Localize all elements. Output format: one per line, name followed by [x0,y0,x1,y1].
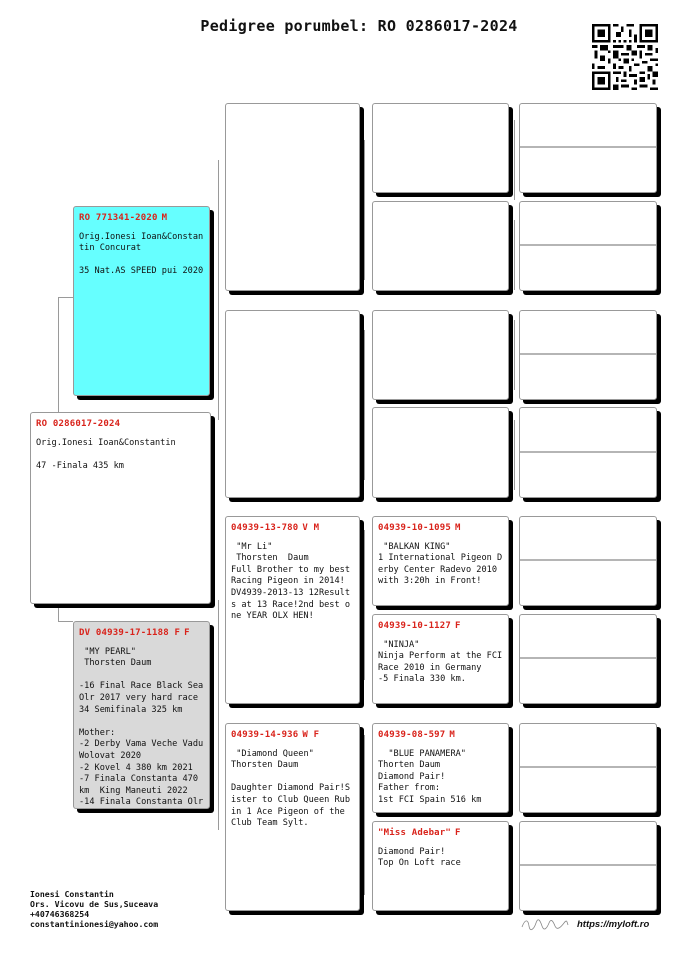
connector-line [364,330,365,480]
gen5-card[interactable] [519,201,657,291]
sd-dam-card[interactable] [372,407,509,498]
page-title: Pedigree porumbel: RO 0286017-2024 [200,17,518,35]
gen5-card[interactable] [519,407,657,498]
dam-card[interactable] [73,621,210,809]
dd-dam-card[interactable] [372,821,509,911]
dam-sire-notes: "Mr Li" Thorsten Daum Full Brother to my best Racing Pigeon in 2014! DV4939-2013-13 12Results at 13 Race!2nd best one YEAR OLX HEN! [231,541,350,622]
sire-notes: Orig.Ionesi Ioan&Constantin Concurat 35 Nat.AS SPEED pui 2020 [79,231,204,277]
gen5-card[interactable] [519,723,657,813]
gen5-card[interactable] [519,821,657,911]
dam-dam-card[interactable] [225,723,360,911]
sire-dam-card[interactable] [225,310,360,498]
gen5-card[interactable] [519,614,657,704]
connector-line [514,320,515,390]
subject-ring: RO 0286017-2024 [36,419,121,429]
gen5-card[interactable] [519,516,657,606]
connector-line [364,140,365,280]
ds-dam-notes: "NINJA" Ninja Perform at the FCI Race 2010 in Germany -5 Finala 330 km. [378,639,503,685]
ds-sire-notes: "BALKAN KING" 1 International Pigeon Derby Center Radevo 2010 with 3:20h in Front! [378,541,503,587]
sire-card[interactable] [73,206,210,396]
connector-line [58,297,59,417]
connector-line [514,420,515,490]
gen5-card[interactable] [519,310,657,400]
connector-line [514,220,515,290]
connector-line [218,600,219,830]
subject-card[interactable] [30,412,211,604]
dam-sire-card[interactable] [225,516,360,704]
connector-line [364,530,365,680]
dd-sire-notes: "BLUE PANAMERA" Thorten Daum Diamond Pair! Father from: 1st FCI Spain 516 km [378,748,482,805]
ss-sire-card[interactable] [372,103,509,193]
owner-contact [30,889,158,929]
dam-dam-notes: "Diamond Queen" Thorsten Daum Daughter Diamond Pair!Sister to Club Queen Rubin 1 Ace Pigeon of the Club Team Sylt. [231,748,350,829]
dam-dam-ring: 04939-14-936 W F [231,730,320,740]
dam-sire-ring: 04939-13-780 V M [231,523,320,533]
dd-dam-ring: "Miss Adebar" F [378,828,461,838]
ds-sire-card[interactable] [372,516,509,606]
dd-sire-ring: 04939-08-597 M [378,730,456,740]
connector-line [514,120,515,200]
gen5-card[interactable] [519,103,657,193]
ds-dam-card[interactable] [372,614,509,704]
ss-dam-card[interactable] [372,201,509,291]
sd-sire-card[interactable] [372,310,509,400]
sire-sire-card[interactable] [225,103,360,291]
owner-phone: +40746368254 [30,909,90,919]
dd-dam-notes: Diamond Pair! Top On Loft race [378,846,461,869]
connector-line [364,735,365,895]
connector-line [218,160,219,420]
connector-line [58,621,73,622]
website-link[interactable]: https://myloft.ro [577,919,650,930]
owner-address: Ors. Vicovu de Sus,Suceava [30,899,159,909]
dd-sire-card[interactable] [372,723,509,813]
dam-ring: DV 04939-17-1188 F F [79,628,190,638]
ds-dam-ring: 04939-10-1127 F [378,621,461,631]
owner-name: Ionesi Constantin [30,889,114,899]
sire-ring: RO 771341-2020 M [79,213,168,223]
dam-notes: "MY PEARL" Thorsten Daum -16 Final Race Black Sea Olr 2017 very hard race 34 Semifinala 325 km Mother: -2 Derby Vama Veche Vadu Wolovat 2020 -2 Kovel 4 380 km 2021 -7 Finala Constanta 470 km King Maneuti 2022 -14 Finala Constanta Olr [79,646,204,808]
qr-code-icon [592,24,658,90]
owner-email[interactable]: constantinionesi@yahoo.com [30,919,159,929]
ds-sire-ring: 04939-10-1095 M [378,523,461,533]
subject-notes: Orig.Ionesi Ioan&Constantin 47 -Finala 435 km [36,437,176,471]
signature-icon [520,917,570,931]
connector-line [58,297,73,298]
